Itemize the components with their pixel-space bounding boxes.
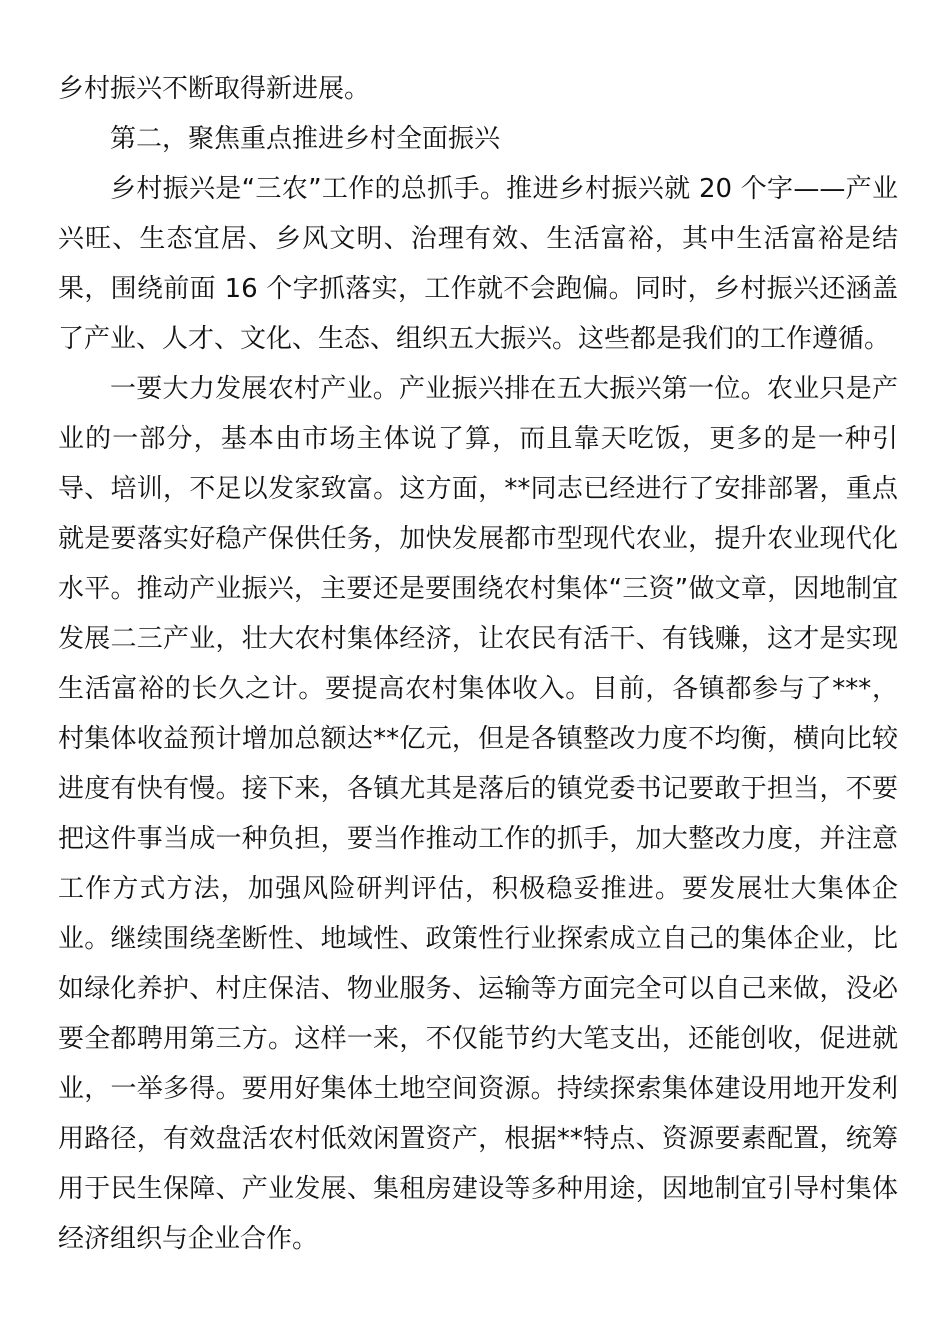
paragraph-continuation: 乡村振兴不断取得新进展。 (58, 74, 371, 104)
section-heading: 第二，聚焦重点推进乡村全面振兴 (110, 124, 501, 154)
paragraph-overview: 乡村振兴是“三农”工作的总抓手。推进乡村振兴就 20 个字——产业兴旺、生态宜居、乡风文明、治理有效、生活富裕，其中生活富裕是结果，围绕前面 16 个字抓落实，工作就不会跑偏。同时，乡村振兴还涵盖了产业、人才、文化、生态、组织五大振兴。这些都是我们的工作遵循。 (58, 174, 898, 354)
document-body (58, 64, 898, 1264)
paragraph-industry: 一要大力发展农村产业。产业振兴排在五大振兴第一位。农业只是产业的一部分，基本由市场主体说了算，而且靠天吃饭，更多的是一种引导、培训，不足以发家致富。这方面，**同志已经进行了安排部署，重点就是要落实好稳产保供任务，加快发展都市型现代农业，提升农业现代化水平。推动产业振兴，主要还是要围绕农村集体“三资”做文章，因地制宜发展二三产业，壮大农村集体经济，让农民有活干、有钱赚，这才是实现生活富裕的长久之计。要提高农村集体收入。目前，各镇都参与了***，村集体收益预计增加总额达**亿元，但是各镇整改力度不均衡，横向比较进度有快有慢。接下来，各镇尤其是落后的镇党委书记要敢于担当，不要把这件事当成一种负担，要当作推动工作的抓手，加大整改力度，并注意工作方式方法，加强风险研判评估，积极稳妥推进。要发展壮大集体企业。继续围绕垄断性、地域性、政策性行业探索成立自己的集体企业，比如绿化养护、村庄保洁、物业服务、运输等方面完全可以自己来做，没必要全都聘用第三方。这样一来，不仅能节约大笔支出，还能创收，促进就业，一举多得。要用好集体土地空间资源。持续探索集体建设用地开发利用路径，有效盘活农村低效闲置资产，根据**特点、资源要素配置，统筹用于民生保障、产业发展、集租房建设等多种用途，因地制宜引导村集体经济组织与企业合作。 (58, 374, 898, 1254)
